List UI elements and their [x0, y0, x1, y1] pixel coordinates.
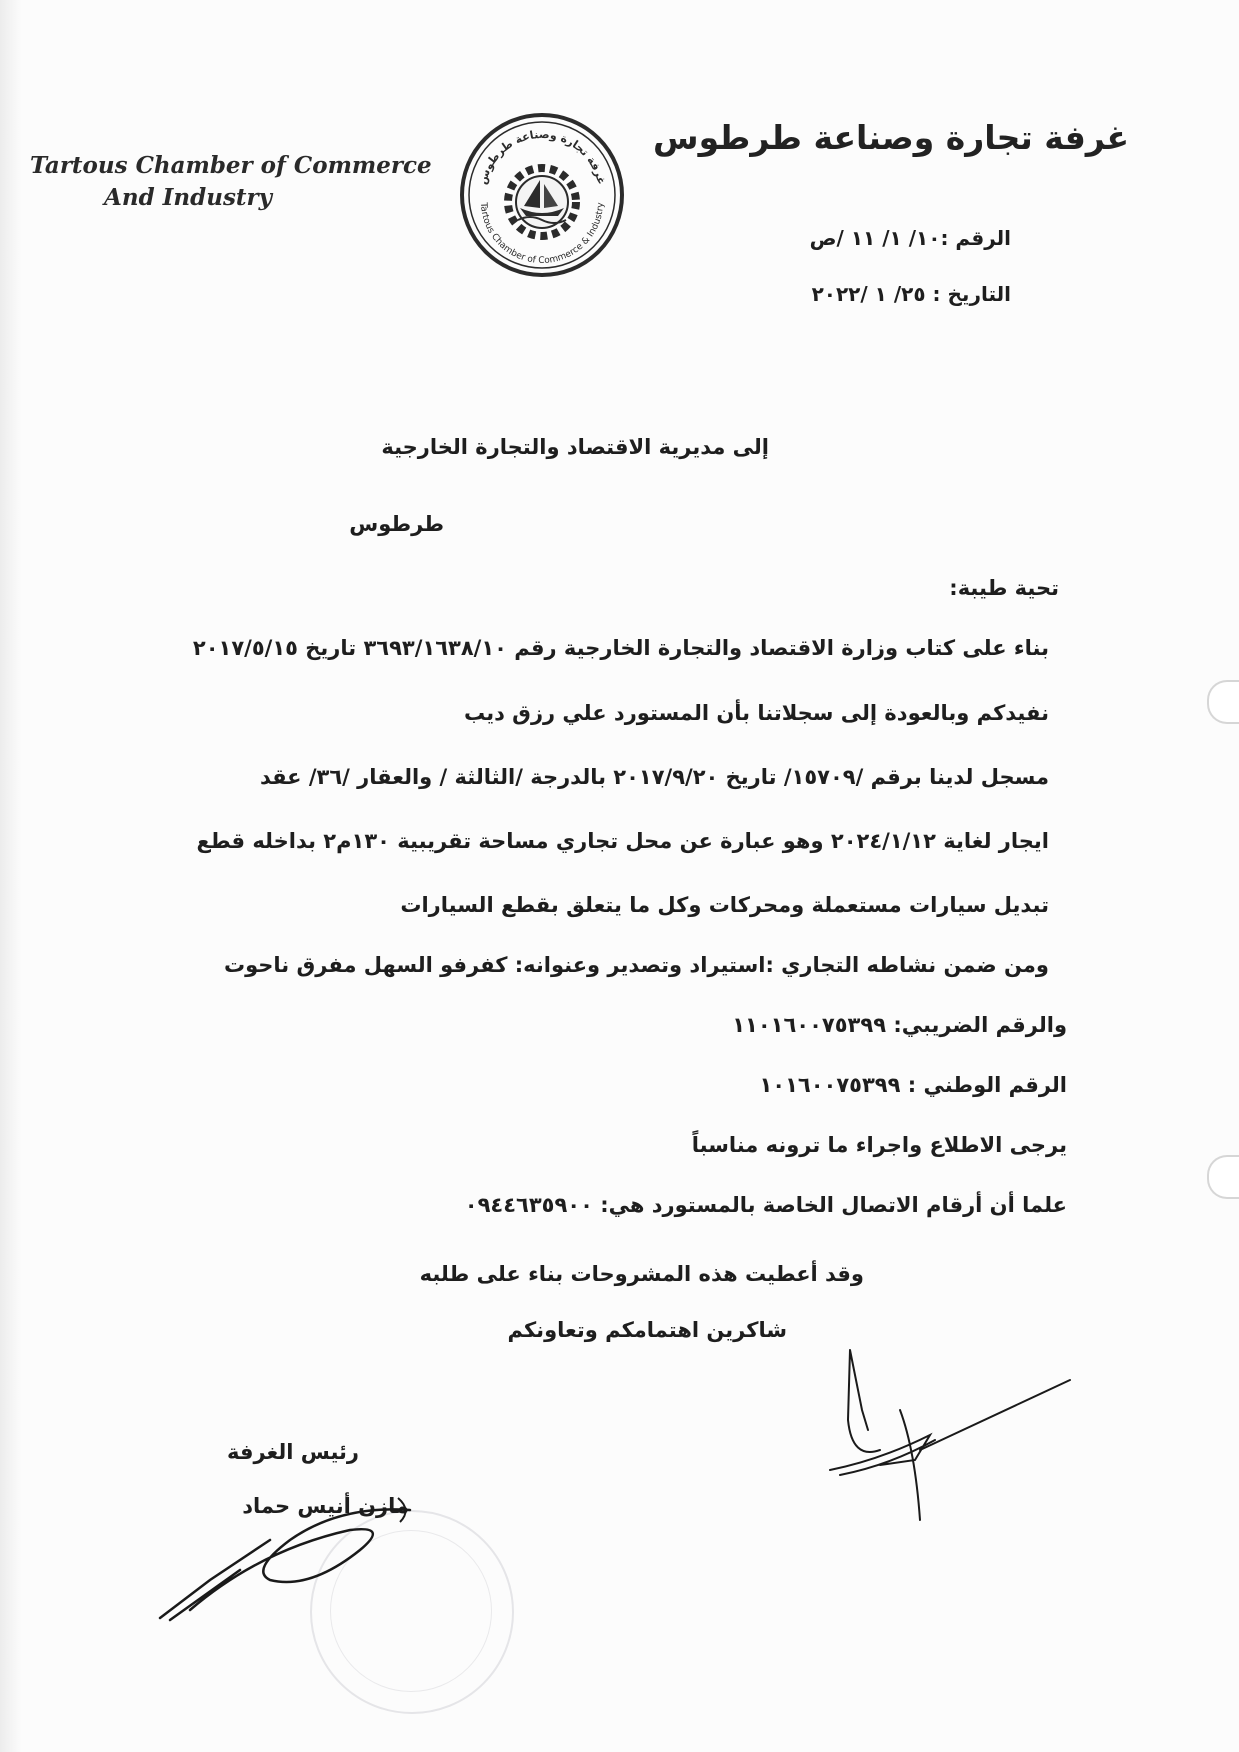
chamber-logo-icon — [457, 110, 627, 280]
body-line: بناء على كتاب وزارة الاقتصاد والتجارة الخارجية رقم ٣٦٩٣/١٦٣٨/١٠ تاريخ ٢٠١٧/٥/١٥ — [192, 636, 1049, 660]
chamber-name-english — [30, 150, 440, 214]
body-line: ايجار لغاية ٢٠٢٤/١/١٢ وهو عبارة عن محل تجاري مساحة تقريبية ١٣٠م٢ بداخله قطع — [196, 829, 1049, 853]
chamber-name-english-line1: Tartous Chamber of Commerce — [30, 152, 432, 179]
contact-number: علما أن أرقام الاتصال الخاصة بالمستورد هي: ٠٩٤٤٦٣٥٩٠٠ — [464, 1193, 1067, 1217]
letter-date: التاريخ : ٢٥/ ١ /٢٠٢٢ — [811, 282, 1011, 306]
signatory-title: رئيس الغرفة — [226, 1440, 359, 1464]
chamber-name-arabic: غرفة تجارة وصناعة طرطوس — [653, 118, 1129, 157]
reference-number: الرقم :١٠/ ١/ ١١ /ص — [809, 226, 1011, 250]
body-line: نفيدكم وبالعودة إلى سجلاتنا بأن المستورد علي رزق ديب — [463, 701, 1049, 725]
punch-hole-top — [1207, 680, 1239, 724]
recipient-line: إلى مديرية الاقتصاد والتجارة الخارجية — [381, 435, 769, 459]
greeting: تحية طيبة: — [949, 576, 1059, 600]
logo-text-english: Tartous Chamber of Commerce & Industry — [477, 202, 607, 266]
scan-edge — [0, 0, 22, 1752]
signature-scribble-left — [150, 1470, 450, 1630]
punch-hole-bottom — [1207, 1155, 1239, 1199]
body-line: تبديل سيارات مستعملة ومحركات وكل ما يتعلق بقطع السيارات — [400, 893, 1049, 917]
body-line: وقد أعطيت هذه المشروحات بناء على طلبه — [419, 1262, 864, 1286]
body-line: ومن ضمن نشاطه التجاري :استيراد وتصدير وعنوانه: كفرفو السهل مفرق ناحوت — [224, 953, 1049, 977]
signatory-name: مازن أنيس حماد — [242, 1494, 409, 1518]
chamber-name-english-line2: And Industry — [104, 184, 272, 211]
body-line: مسجل لدينا برقم /١٥٧٠٩/ تاريخ ٢٠١٧/٩/٢٠ بالدرجة /الثالثة / والعقار /٣٦/ عقد — [259, 765, 1049, 789]
national-number: الرقم الوطني : ١٠١٦٠٠٧٥٣٩٩ — [759, 1073, 1067, 1097]
body-line: يرجى الاطلاع واجراء ما ترونه مناسباً — [691, 1133, 1067, 1157]
signature-scribble-right — [820, 1340, 1080, 1530]
tax-number: والرقم الضريبي: ١١٠١٦٠٠٧٥٣٩٩ — [732, 1013, 1067, 1037]
closing-line: شاكرين اهتمامكم وتعاونكم — [507, 1318, 787, 1342]
recipient-city: طرطوس — [349, 512, 444, 536]
logo-text-arabic: غرفة تجارة وصناعة طرطوس — [475, 127, 608, 186]
